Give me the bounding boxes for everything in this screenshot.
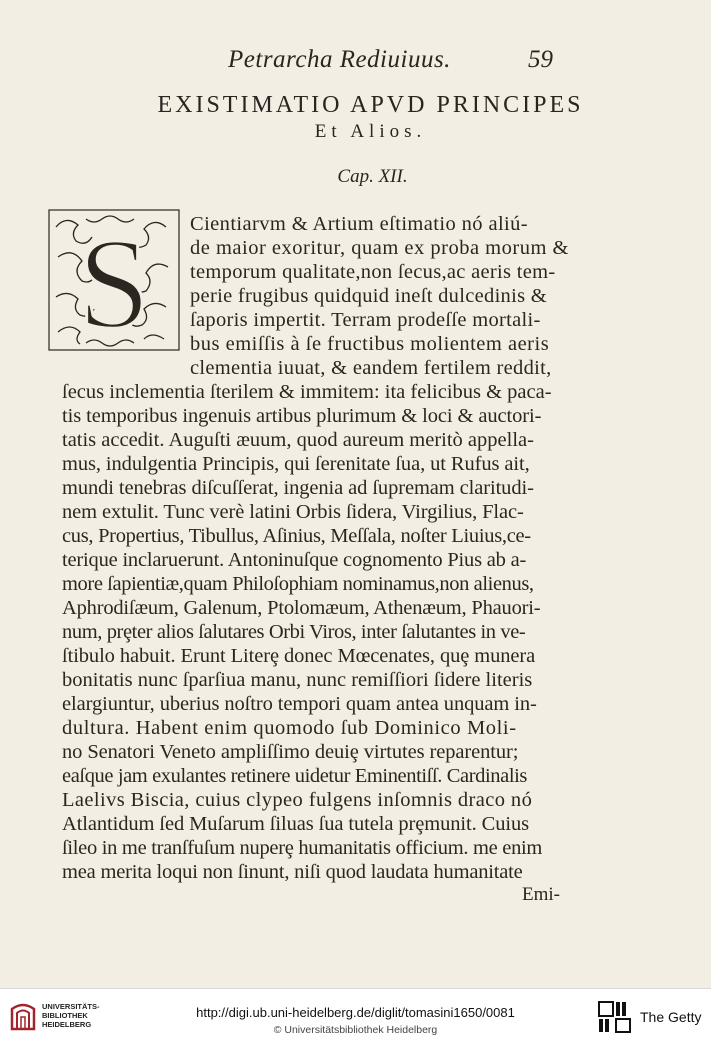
text-line: tatis accedit. Auguſti æuum, quod aureum meritò appella- [62, 429, 534, 451]
text-line: Cientiarvm & Artium eſtimatio nó aliú- [190, 213, 529, 235]
text-line: num, prȩter alios ſalutares Orbi Viros, inter ſalutantes in ve- [62, 621, 526, 643]
permalink-url[interactable]: http://digi.ub.uni-heidelberg.de/diglit/tomasini1650/0081 [196, 1005, 515, 1020]
text-line: temporum qualitate,non ſecus,ac aeris tem- [190, 261, 556, 283]
institution-line: HEIDELBERG [42, 1020, 92, 1029]
text-line: cus, Propertius, Tibullus, Aſinius, Meſſala, noſter Liuius,ce- [62, 525, 531, 547]
text-line: tis temporibus ingenuis artibus plurimum & loci & auctori- [62, 405, 542, 427]
section-subheading: Et Alios. [314, 121, 427, 142]
text-line: eaſque jam exulantes retinere uidetur Eminentiſſ. Cardinalis [62, 765, 527, 787]
text-line: ſaporis impertit. Terram prodeſſe mortali- [190, 309, 541, 331]
chapter-label: Cap. XII. [337, 166, 408, 187]
text-line: elargiuntur, uberius noſtro tempori quam antea unquam in- [62, 693, 537, 715]
text-line: bonitatis nunc ſparſiua manu, nunc remiſſiori ſidere literis [62, 669, 533, 691]
institution-line: UNIVERSITÄTS- [42, 1002, 100, 1011]
text-line: clementia iuuat, & eandem fertilem reddit, [190, 357, 552, 379]
text-line: ſecus inclementia ſterilem & immitem: ita felicibus & paca- [62, 381, 552, 403]
copyright-notice: © Universitätsbibliothek Heidelberg [273, 1024, 438, 1036]
getty-logo-icon [598, 1001, 632, 1033]
text-line: de maior exoritur, quam ex proba morum & [190, 237, 569, 259]
text-line: more ſapientiæ,quam Philoſophiam nominamus,non alienus, [62, 573, 534, 595]
text-line: perie frugibus quidquid ineſt dulcedinis & [190, 285, 548, 307]
footer-bar [0, 988, 711, 1044]
text-line: ſileo in me tranſfuſum nuperȩ humanitatis officium. me enim [62, 837, 543, 859]
text-line: no Senatori Veneto ampliſſimo deuiȩ virtutes reparentur; [62, 741, 519, 763]
text-line: Laelivs Biscia, cuius clypeo fulgens inſomnis draco nó [62, 789, 533, 811]
text-line: nem extulit. Tunc verè latini Orbis ſidera, Virgilius, Flac- [62, 501, 524, 523]
text-line: mea merita loqui non ſinunt, niſi quod laudata humanitate [62, 861, 523, 883]
section-heading: EXISTIMATIO APVD PRINCIPES [157, 92, 584, 118]
svg-text:S: S [77, 212, 151, 353]
text-line: ſtibulo habuit. Erunt Literȩ donec Mœcenates, quȩ munera [62, 645, 536, 667]
text-line: bus emiſſis à ſe fructibus molientem aeris [190, 333, 550, 355]
running-title: Petrarcha Rediuiuus. [228, 46, 451, 73]
catchword: Emi- [522, 884, 560, 905]
text-line: mundi tenebras diſcuſſerat, ingenia ad ſupremam claritudi- [62, 477, 534, 499]
page-number: 59 [528, 46, 553, 73]
institution-line: BIBLIOTHEK [42, 1011, 88, 1020]
text-line: mus, indulgentia Principis, qui ſerenitate ſua, ut Rufus ait, [62, 453, 530, 475]
text-line: Aphrodiſæum, Galenum, Ptolomæum, Athenæum, Phauori- [62, 597, 541, 619]
text-line: dultura. Habent enim quomodo ſub Dominico Moli- [62, 717, 517, 739]
text-line: terique inclaruerunt. Antoninuſque cognomento Pius ab a- [62, 549, 527, 571]
text-line: Atlantidum ſed Muſarum ſiluas ſua tutela prȩmunit. Cuius [62, 813, 529, 835]
getty-partner-name: The Getty [640, 1009, 702, 1025]
